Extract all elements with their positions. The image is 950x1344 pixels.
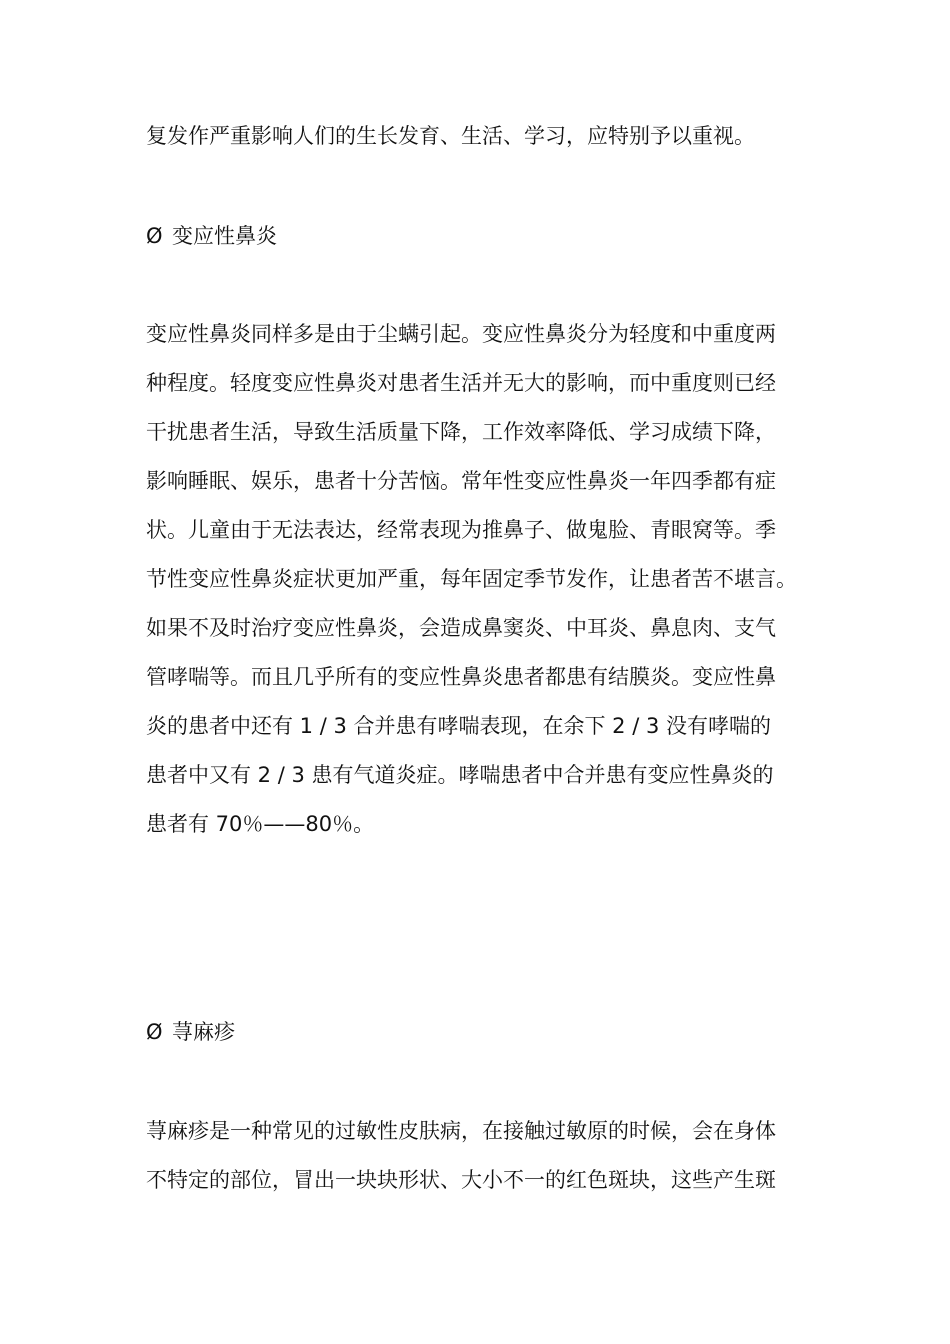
paragraph-line: 患者有 70％——80％。 [146, 812, 375, 836]
paragraph-line: 变应性鼻炎同样多是由于尘螨引起。变应性鼻炎分为轻度和中重度两 [146, 322, 776, 346]
section-heading-allergic-rhinitis [146, 221, 277, 251]
paragraph-line: 状。儿童由于无法表达，经常表现为推鼻子、做鬼脸、青眼窝等。季 [146, 518, 776, 542]
paragraph-line: 管哮喘等。而且几乎所有的变应性鼻炎患者都患有结膜炎。变应性鼻 [146, 665, 776, 689]
allergic-rhinitis-paragraph [146, 310, 812, 849]
paragraph-line: 干扰患者生活，导致生活质量下降，工作效率降低、学习成绩下降， [146, 420, 776, 444]
paragraph-line: 复发作严重影响人们的生长发育、生活、学习，应特别予以重视。 [146, 124, 755, 148]
paragraph-line: 患者中又有 2 / 3 患有气道炎症。哮喘患者中合并患有变应性鼻炎的 [146, 763, 774, 787]
paragraph-line: 种程度。轻度变应性鼻炎对患者生活并无大的影响，而中重度则已经 [146, 371, 776, 395]
section-heading-urticaria [146, 1017, 235, 1047]
paragraph-line: 节性变应性鼻炎症状更加严重，每年固定季节发作，让患者苦不堪言。 [146, 567, 797, 591]
paragraph-line: 不特定的部位，冒出一块块形状、大小不一的红色斑块，这些产生斑 [146, 1168, 776, 1192]
bullet-icon: Ø [146, 1020, 163, 1044]
paragraph-line: 炎的患者中还有 1 / 3 合并患有哮喘表现，在余下 2 / 3 没有哮喘的 [146, 714, 771, 738]
section-title: 荨麻疹 [172, 1020, 235, 1044]
section-title: 变应性鼻炎 [172, 224, 277, 248]
bullet-icon: Ø [146, 224, 163, 248]
paragraph-line: 如果不及时治疗变应性鼻炎，会造成鼻窦炎、中耳炎、鼻息肉、支气 [146, 616, 776, 640]
urticaria-paragraph [146, 1107, 812, 1205]
paragraph-line: 荨麻疹是一种常见的过敏性皮肤病，在接触过敏原的时候，会在身体 [146, 1119, 776, 1143]
paragraph-line: 影响睡眠、娱乐，患者十分苦恼。常年性变应性鼻炎一年四季都有症 [146, 469, 776, 493]
intro-paragraph [146, 112, 812, 161]
